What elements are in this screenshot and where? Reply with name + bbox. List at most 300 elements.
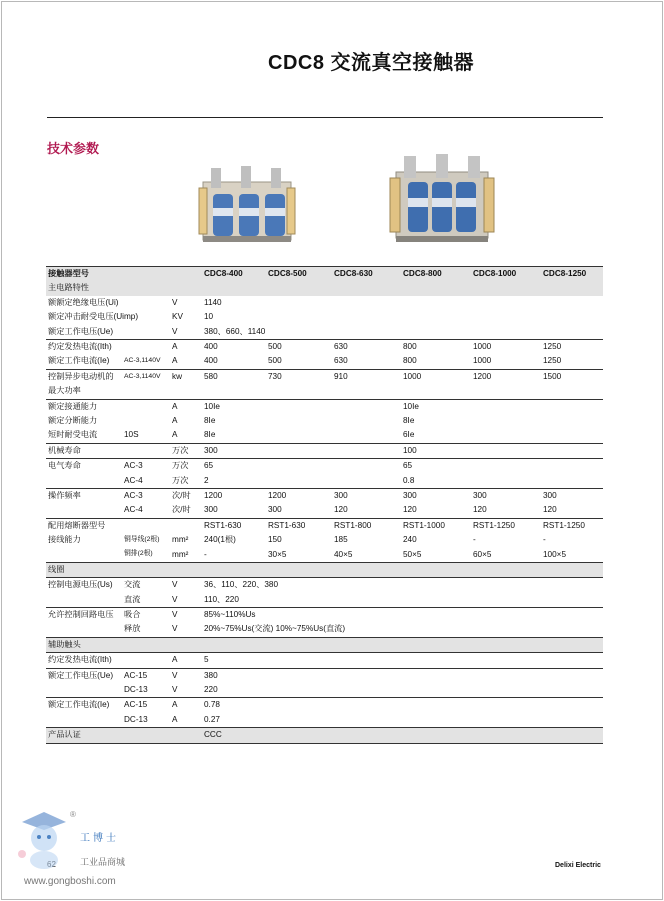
table-cell: 300 xyxy=(268,505,282,515)
table-row xyxy=(46,384,603,399)
table-cell: 400 xyxy=(204,342,218,352)
table-row xyxy=(46,668,603,683)
table-cell: 控制异步电动机的 xyxy=(46,369,122,384)
table-cell: 240 xyxy=(403,535,417,545)
table-cell: 次/时 xyxy=(170,488,202,503)
table-cell: 配用熔断器型号 xyxy=(46,518,122,533)
table-cell: 控制电源电压(Us) xyxy=(46,578,122,593)
table-cell: 铜排(2根) xyxy=(122,547,170,562)
watermark-registered: ® xyxy=(70,810,76,819)
table-row xyxy=(46,698,603,713)
table-cell: 额定分断能力 xyxy=(48,416,98,425)
table-cell xyxy=(401,668,471,683)
table-row xyxy=(46,547,603,562)
table-cell: 1000 xyxy=(401,369,471,384)
table-cell: 额定工作电流(Ie) xyxy=(46,698,122,713)
table-cell xyxy=(471,698,541,713)
table-row xyxy=(46,281,603,295)
watermark-url: www.gongboshi.com xyxy=(24,876,116,887)
table-cell: 额额定绝缘电压(Ui) xyxy=(48,297,119,307)
table-cell xyxy=(122,281,170,295)
table-cell xyxy=(202,637,266,652)
table-cell: 630 xyxy=(334,356,348,366)
table-cell xyxy=(266,607,332,622)
table-cell: 8Ie xyxy=(204,430,216,440)
table-cell: AC-3 xyxy=(122,459,170,474)
table-cell: 85%~110%Us xyxy=(202,607,266,622)
table-cell xyxy=(170,562,202,577)
table-cell: 次/时 xyxy=(172,505,191,515)
table-cell: 0.78 xyxy=(202,698,266,713)
table-row xyxy=(46,637,603,652)
table-cell: 0.27 xyxy=(202,713,266,728)
table-cell xyxy=(332,428,401,443)
table-header-row xyxy=(46,267,603,282)
table-cell: 最大功率 xyxy=(48,386,81,396)
table-cell xyxy=(266,668,332,683)
header-cdc8-400: CDC8-400 xyxy=(202,267,266,282)
table-cell: 730 xyxy=(266,369,332,384)
table-cell: 580 xyxy=(202,369,266,384)
table-cell xyxy=(266,698,332,713)
table-row xyxy=(46,339,603,354)
table-cell: 1140 xyxy=(204,297,222,307)
table-cell xyxy=(266,296,332,310)
table-cell xyxy=(471,728,541,743)
section-title: 技术参数 xyxy=(47,141,100,156)
table-cell: V xyxy=(170,325,202,340)
spec-table xyxy=(46,266,603,744)
table-cell xyxy=(122,296,170,310)
table-cell: CCC xyxy=(202,728,266,743)
table-cell xyxy=(46,713,122,728)
table-cell xyxy=(541,668,603,683)
table-cell: A xyxy=(172,342,178,352)
table-row xyxy=(46,414,603,428)
table-cell xyxy=(202,281,266,295)
table-cell xyxy=(202,384,266,399)
table-cell xyxy=(266,728,332,743)
table-cell: V xyxy=(170,668,202,683)
table-cell: 1250 xyxy=(543,356,562,366)
table-row xyxy=(46,728,603,743)
table-cell xyxy=(332,653,401,668)
table-cell xyxy=(170,637,202,652)
table-cell: 额定冲击耐受电压(Uimp) xyxy=(48,312,139,322)
table-cell xyxy=(46,622,122,637)
table-cell xyxy=(471,562,541,577)
table-cell: 30×5 xyxy=(266,547,332,562)
table-cell: 1200 xyxy=(471,369,541,384)
table-row xyxy=(46,622,603,637)
table-cell xyxy=(122,562,170,577)
table-cell: 交流 xyxy=(122,578,170,593)
table-row xyxy=(46,325,603,340)
header-cdc8-1250: CDC8-1250 xyxy=(541,267,603,282)
table-cell xyxy=(332,325,401,340)
table-cell: 5 xyxy=(202,653,266,668)
table-cell: - xyxy=(473,535,476,545)
table-row xyxy=(46,518,603,533)
table-cell: 20%~75%Us(交流) 10%~75%Us(直流) xyxy=(202,622,266,637)
table-cell xyxy=(541,459,603,474)
table-cell: AC-4 xyxy=(124,505,143,515)
table-cell xyxy=(46,547,122,562)
table-cell xyxy=(266,325,332,340)
table-cell xyxy=(266,414,332,428)
table-cell: 万次 xyxy=(170,443,202,458)
table-cell: RST1-630 xyxy=(202,518,266,533)
table-cell xyxy=(541,713,603,728)
table-cell: A xyxy=(172,356,178,366)
watermark-brand: 工博士 xyxy=(80,833,119,844)
header-cdc8-500: CDC8-500 xyxy=(266,267,332,282)
table-cell: 机械寿命 xyxy=(46,443,122,458)
table-cell xyxy=(471,296,541,310)
table-cell xyxy=(170,384,202,399)
table-cell xyxy=(401,325,471,340)
table-cell xyxy=(471,384,541,399)
header-cdc8-800: CDC8-800 xyxy=(401,267,471,282)
table-row xyxy=(46,503,603,518)
table-cell xyxy=(401,310,471,324)
table-cell: 300 xyxy=(204,505,218,515)
table-cell: 1200 xyxy=(266,488,332,503)
table-cell: 6Ie xyxy=(403,430,415,440)
table-cell xyxy=(471,683,541,698)
table-cell xyxy=(471,325,541,340)
table-row xyxy=(46,607,603,622)
table-cell: 120 xyxy=(543,505,557,515)
table-cell: 60×5 xyxy=(471,547,541,562)
table-cell: V xyxy=(170,622,202,637)
table-cell xyxy=(266,384,332,399)
table-cell: RST1-1000 xyxy=(401,518,471,533)
table-cell xyxy=(332,713,401,728)
table-cell: mm² xyxy=(172,535,189,545)
table-cell: 380、660、1140 xyxy=(202,325,266,340)
table-cell: mm² xyxy=(170,547,202,562)
table-cell xyxy=(332,473,401,488)
table-row xyxy=(46,473,603,488)
table-cell xyxy=(471,414,541,428)
table-cell xyxy=(541,296,603,310)
table-cell: 2 xyxy=(204,475,209,485)
table-cell: 10Ie xyxy=(401,399,471,414)
table-cell: DC-13 xyxy=(122,713,170,728)
table-cell xyxy=(332,399,401,414)
table-cell xyxy=(170,518,202,533)
table-row xyxy=(46,443,603,458)
table-cell: 1250 xyxy=(543,342,562,352)
table-cell: 8Ie xyxy=(204,416,216,425)
table-cell: 120 xyxy=(334,505,348,515)
table-cell xyxy=(46,683,122,698)
table-cell: A xyxy=(170,653,202,668)
table-cell: KV xyxy=(172,312,183,322)
product-photo-small xyxy=(197,160,297,248)
table-cell xyxy=(266,459,332,474)
table-cell: 300 xyxy=(401,488,471,503)
table-cell xyxy=(46,503,122,518)
table-cell xyxy=(401,728,471,743)
table-cell: V xyxy=(172,685,178,695)
table-cell xyxy=(471,622,541,637)
table-cell xyxy=(202,562,266,577)
table-cell: 150 xyxy=(268,535,282,545)
brand-name: Delixi Electric xyxy=(555,862,601,869)
table-cell: AC-4 xyxy=(124,475,143,485)
table-cell xyxy=(332,562,401,577)
table-cell xyxy=(471,281,541,295)
table-cell xyxy=(471,607,541,622)
table-cell: 400 xyxy=(204,356,218,366)
table-cell: RST1-630 xyxy=(266,518,332,533)
table-row xyxy=(46,296,603,310)
table-cell xyxy=(401,637,471,652)
table-cell: V xyxy=(172,594,178,604)
table-cell: 10Ie xyxy=(202,399,266,414)
table-cell: AC-3,1140V xyxy=(122,369,170,384)
table-cell xyxy=(541,281,603,295)
table-cell xyxy=(401,683,471,698)
table-cell xyxy=(401,384,471,399)
table-row xyxy=(46,428,603,443)
table-cell xyxy=(541,562,603,577)
table-cell: AC-15 xyxy=(122,698,170,713)
table-cell: 800 xyxy=(403,342,417,352)
table-cell xyxy=(541,637,603,652)
table-cell: RST1-1250 xyxy=(471,518,541,533)
table-cell xyxy=(541,399,603,414)
table-cell: kw xyxy=(170,369,202,384)
header-cdc8-1000: CDC8-1000 xyxy=(471,267,541,282)
table-cell: 辅助触头 xyxy=(46,637,122,652)
table-cell: 额定工作电压(Ue) xyxy=(46,325,122,340)
table-cell: 1200 xyxy=(202,488,266,503)
table-cell xyxy=(170,281,202,295)
table-cell: 120 xyxy=(403,505,417,515)
table-cell: A xyxy=(170,713,202,728)
table-cell xyxy=(541,414,603,428)
table-cell xyxy=(401,296,471,310)
table-cell: AC-3 xyxy=(122,488,170,503)
table-cell: 线圈 xyxy=(46,562,122,577)
table-cell: 500 xyxy=(268,356,282,366)
table-cell: V xyxy=(170,578,202,593)
table-cell xyxy=(541,607,603,622)
table-cell xyxy=(541,653,603,668)
table-cell xyxy=(401,622,471,637)
table-cell: AC-15 xyxy=(122,668,170,683)
table-row xyxy=(46,310,603,324)
table-row xyxy=(46,578,603,593)
table-cell xyxy=(332,310,401,324)
table-cell xyxy=(471,310,541,324)
table-row xyxy=(46,683,603,698)
table-cell xyxy=(332,728,401,743)
table-cell: 300 xyxy=(471,488,541,503)
product-photo-large xyxy=(388,152,496,246)
table-row xyxy=(46,399,603,414)
table-cell xyxy=(541,310,603,324)
table-cell xyxy=(122,414,170,428)
table-cell: 500 xyxy=(268,342,282,352)
table-cell xyxy=(122,399,170,414)
table-cell: A xyxy=(170,399,202,414)
table-cell: V xyxy=(170,607,202,622)
table-cell xyxy=(266,562,332,577)
table-cell: A xyxy=(170,698,202,713)
table-cell xyxy=(332,578,401,593)
table-cell xyxy=(471,713,541,728)
table-cell: 直流 xyxy=(124,594,141,604)
table-cell xyxy=(122,384,170,399)
table-cell xyxy=(541,443,603,458)
table-cell xyxy=(401,578,471,593)
table-cell: 额定工作电流(Ie) xyxy=(48,356,110,366)
table-cell xyxy=(401,562,471,577)
table-cell: 100 xyxy=(401,443,471,458)
table-cell: RST1-1250 xyxy=(541,518,603,533)
table-row xyxy=(46,562,603,577)
table-cell xyxy=(122,443,170,458)
table-cell: - xyxy=(202,547,266,562)
table-cell xyxy=(122,728,170,743)
table-cell xyxy=(266,281,332,295)
table-cell xyxy=(401,281,471,295)
table-cell: 40×5 xyxy=(332,547,401,562)
table-cell: A xyxy=(172,416,178,425)
table-cell: 0.8 xyxy=(403,475,415,485)
table-cell xyxy=(471,399,541,414)
table-cell: 50×5 xyxy=(401,547,471,562)
table-cell xyxy=(541,384,603,399)
table-cell: 1000 xyxy=(473,356,492,366)
table-cell xyxy=(266,428,332,443)
table-cell xyxy=(471,668,541,683)
table-cell: 300 xyxy=(202,443,266,458)
table-row xyxy=(46,354,603,369)
table-cell xyxy=(266,473,332,488)
table-cell xyxy=(471,578,541,593)
table-cell xyxy=(541,578,603,593)
table-cell: 36、110、220、380 xyxy=(202,578,266,593)
table-cell: 300 xyxy=(332,488,401,503)
table-row xyxy=(46,713,603,728)
table-cell xyxy=(401,653,471,668)
table-cell xyxy=(46,473,122,488)
header-model-label: 接触器型号 xyxy=(46,267,122,282)
table-cell xyxy=(401,593,471,608)
table-row xyxy=(46,459,603,474)
table-cell xyxy=(541,593,603,608)
table-cell: 65 xyxy=(202,459,266,474)
table-cell: 电气寿命 xyxy=(46,459,122,474)
table-cell xyxy=(170,728,202,743)
table-cell: 120 xyxy=(473,505,487,515)
table-cell xyxy=(471,593,541,608)
table-cell: 万次 xyxy=(170,459,202,474)
title-divider xyxy=(47,117,603,118)
table-cell: A xyxy=(172,430,178,440)
table-cell xyxy=(332,443,401,458)
table-cell xyxy=(541,473,603,488)
table-cell: 8Ie xyxy=(403,416,415,425)
table-cell: 铜导线(2根) xyxy=(124,535,160,543)
table-row xyxy=(46,488,603,503)
table-cell xyxy=(541,428,603,443)
table-cell: 220 xyxy=(204,685,218,695)
table-cell: 185 xyxy=(334,535,348,545)
table-cell xyxy=(471,443,541,458)
header-cdc8-630: CDC8-630 xyxy=(332,267,401,282)
table-cell xyxy=(471,428,541,443)
table-cell xyxy=(332,668,401,683)
table-cell xyxy=(266,443,332,458)
table-cell xyxy=(266,713,332,728)
table-cell xyxy=(332,607,401,622)
table-cell: 300 xyxy=(541,488,603,503)
table-row xyxy=(46,369,603,384)
table-cell xyxy=(122,637,170,652)
table-row xyxy=(46,653,603,668)
table-cell xyxy=(332,683,401,698)
table-cell xyxy=(332,593,401,608)
table-cell xyxy=(122,325,170,340)
table-cell xyxy=(541,698,603,713)
table-cell xyxy=(46,593,122,608)
table-cell xyxy=(122,653,170,668)
table-cell xyxy=(122,339,170,354)
table-row xyxy=(46,593,603,608)
table-cell: 约定发热电流(Ith) xyxy=(48,342,112,352)
table-cell: 65 xyxy=(401,459,471,474)
mascot-icon xyxy=(14,808,70,875)
table-cell: 万次 xyxy=(172,475,189,485)
table-cell: DC-13 xyxy=(124,685,148,695)
table-cell xyxy=(266,653,332,668)
table-cell: 允许控制回路电压 xyxy=(46,607,122,622)
table-cell: 释放 xyxy=(122,622,170,637)
table-cell: 短时耐受电流 xyxy=(48,430,98,440)
table-row xyxy=(46,533,603,547)
table-cell xyxy=(541,325,603,340)
table-cell: AC-3,1140V xyxy=(124,357,161,365)
table-cell xyxy=(332,459,401,474)
table-cell xyxy=(401,713,471,728)
table-cell xyxy=(332,281,401,295)
table-cell xyxy=(471,637,541,652)
table-cell: 100×5 xyxy=(541,547,603,562)
table-cell xyxy=(122,518,170,533)
table-cell xyxy=(266,593,332,608)
table-cell xyxy=(401,698,471,713)
table-cell: V xyxy=(172,297,178,307)
table-cell: 产品认证 xyxy=(46,728,122,743)
table-cell: 额定接通能力 xyxy=(46,399,122,414)
table-cell xyxy=(332,637,401,652)
table-cell xyxy=(266,683,332,698)
table-cell: 吸合 xyxy=(122,607,170,622)
table-cell: 630 xyxy=(334,342,348,352)
table-cell xyxy=(332,414,401,428)
table-cell: 主电路特性 xyxy=(46,281,122,295)
table-cell: 800 xyxy=(403,356,417,366)
table-cell xyxy=(471,473,541,488)
page-title: CDC8 交流真空接触器 xyxy=(268,52,475,74)
table-cell: RST1-800 xyxy=(332,518,401,533)
